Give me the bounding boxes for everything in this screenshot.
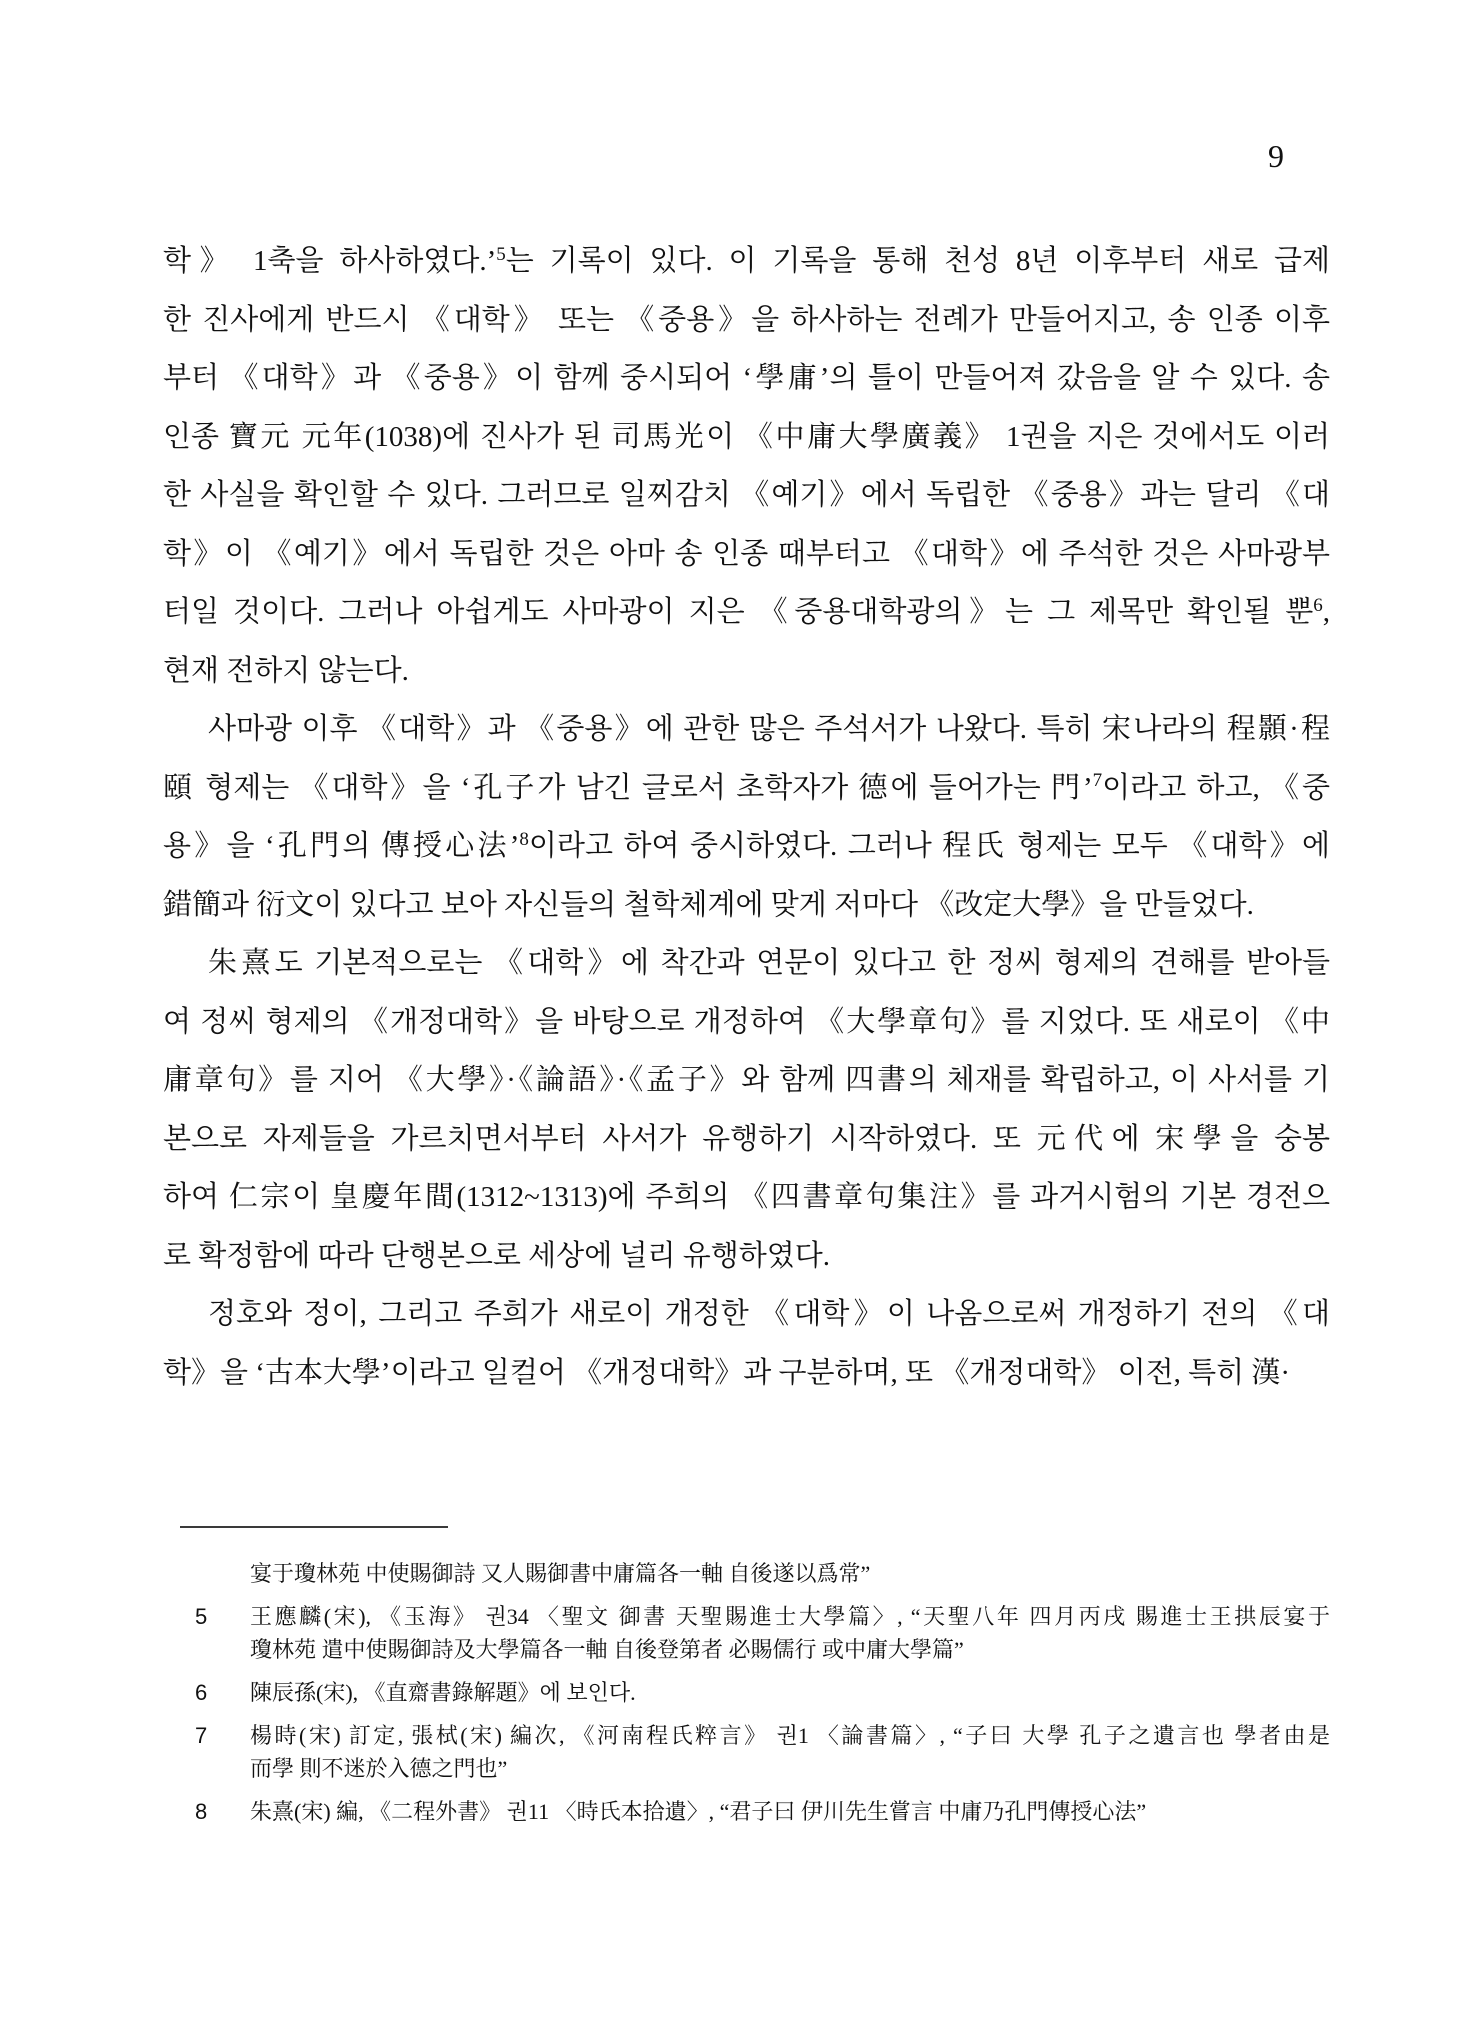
body-line: 본으로 자제들을 가르치면서부터 사서가 유행하기 시작하였다. 또 元代에 宋學을 숭봉 (163, 1122, 1330, 1155)
body-line: 용》을 ‘孔門의 傳授心法’$^8$이라고 하여 중시하였다. 그러나 程氏 형제는 모두 《대학》에 (163, 828, 1330, 862)
footnote-text (250, 1795, 1330, 1828)
body-line: 로 확정함에 따라 단행본으로 세상에 널리 유행하였다. (163, 1239, 831, 1272)
footnote-text (250, 1719, 1330, 1785)
body-line: 頤 형제는 《대학》을 ‘孔子가 남긴 글로서 초학자가 德에 들어가는 門’$^7$이라고 하고, 《중 (163, 770, 1330, 804)
footnote-item (195, 1600, 1330, 1666)
body-line: 현재 전하지 않는다. (163, 654, 409, 687)
footnote-line: 瓊林苑 遣中使賜御詩及大學篇各一軸 自後登第者 必賜儒行 或中庸大學篇” (250, 1637, 964, 1662)
footnote-item (195, 1795, 1330, 1828)
body-line: 여 정씨 형제의 《개정대학》을 바탕으로 개정하여 《大學章句》를 지었다. 또 새로이 《中 (163, 1005, 1330, 1038)
footnote-item (195, 1676, 1330, 1709)
footnote-text (250, 1600, 1330, 1666)
body-line: 학》 1축을 하사하였다.’$^5$는 기록이 있다. 이 기록을 통해 천성 8년 이후부터 새로 급제 (163, 243, 1330, 277)
body-line: 庸章句》를 지어 《大學》·《論語》·《孟子》와 함께 四書의 체재를 확립하고, 이 사서를 기 (163, 1064, 1330, 1096)
body-text (163, 232, 1330, 1402)
footnote-number: 5 (195, 1604, 208, 1629)
footnote-number: 8 (195, 1799, 208, 1824)
footnote-item (195, 1719, 1330, 1785)
footnote-text (250, 1676, 1330, 1709)
footnote-number: 7 (195, 1723, 208, 1748)
footnote-ref: 6 (1313, 594, 1323, 616)
body-line: 錯簡과 衍文이 있다고 보아 자신들의 철학체계에 맞게 저마다 《改定大學》을 만들었다. (163, 888, 1254, 921)
footnotes (195, 1557, 1330, 1838)
body-line: 학》을 ‘古本大學’이라고 일컬어 《개정대학》과 구분하며, 또 《개정대학》 이전, 특히 漢· (163, 1356, 1291, 1389)
body-line: 부터 《대학》과 《중용》이 함께 중시되어 ‘學庸’의 틀이 만들어져 갔음을 알 수 있다. 송 (163, 362, 1330, 394)
footnote-line: 而學 則不迷於入德之門也” (250, 1756, 508, 1781)
footnote-line: 陳辰孫(宋), 《直齋書錄解題》에 보인다. (250, 1680, 636, 1705)
footnote-ref: 5 (496, 243, 506, 265)
body-line: 한 진사에게 반드시 《대학》 또는 《중용》을 하사하는 전례가 만들어지고, 송 인종 이후 (163, 303, 1330, 336)
footnote-separator (180, 1526, 448, 1528)
footnote-ref: 7 (1092, 770, 1103, 792)
footnote-line: 楊時(宋) 訂定, 張栻(宋) 編次, 《河南程氏粹言》 권1 〈論書篇〉, “子曰 大學 孔子之遺言也 學者由是 (250, 1723, 1330, 1748)
footnote-item (195, 1557, 1330, 1590)
footnote-number (195, 1557, 250, 1590)
body-line: 터일 것이다. 그러나 아쉽게도 사마광이 지은 《중용대학광의》는 그 제목만 확인될 뿐$^6$, (163, 594, 1330, 628)
body-line: 朱熹도 기본적으로는 《대학》에 착간과 연문이 있다고 한 정씨 형제의 견해를 받아들 (208, 947, 1330, 979)
footnote-number: 6 (195, 1680, 208, 1705)
body-line: 학》이 《예기》에서 독립한 것은 아마 송 인종 때부터고 《대학》에 주석한 것은 사마광부 (163, 537, 1330, 570)
body-line: 하여 仁宗이 皇慶年間(1312~1313)에 주희의 《四書章句集注》를 과거시험의 기본 경전으 (163, 1181, 1330, 1213)
footnote-text (250, 1557, 1330, 1590)
page-number: 9 (1268, 138, 1284, 174)
body-line: 정호와 정이, 그리고 주희가 새로이 개정한 《대학》이 나옴으로써 개정하기 전의 《대 (208, 1298, 1330, 1330)
footnote-line: 朱熹(宋) 編, 《二程外書》 권11 〈時氏本拾遺〉, “君子曰 伊川先生嘗言 中庸乃孔門傳授心法” (250, 1799, 1147, 1824)
footnote-ref: 8 (519, 828, 529, 850)
footnote-line: 宴于瓊林苑 中使賜御詩 又人賜御書中庸篇各一軸 自後遂以爲常” (250, 1561, 871, 1586)
body-line: 한 사실을 확인할 수 있다. 그러므로 일찌감치 《예기》에서 독립한 《중용》과는 달리 《대 (163, 479, 1330, 511)
footnote-line: 王應麟(宋), 《玉海》 권34 〈聖文 御書 天聖賜進士大學篇〉, “天聖八年 四月丙戌 賜進士王拱辰宴于 (250, 1604, 1330, 1629)
body-line: 인종 寶元 元年(1038)에 진사가 된 司馬光이 《中庸大學廣義》 1권을 지은 것에서도 이러 (163, 420, 1330, 453)
body-line: 사마광 이후 《대학》과 《중용》에 관한 많은 주석서가 나왔다. 특히 宋나라의 程顥·程 (208, 713, 1330, 745)
